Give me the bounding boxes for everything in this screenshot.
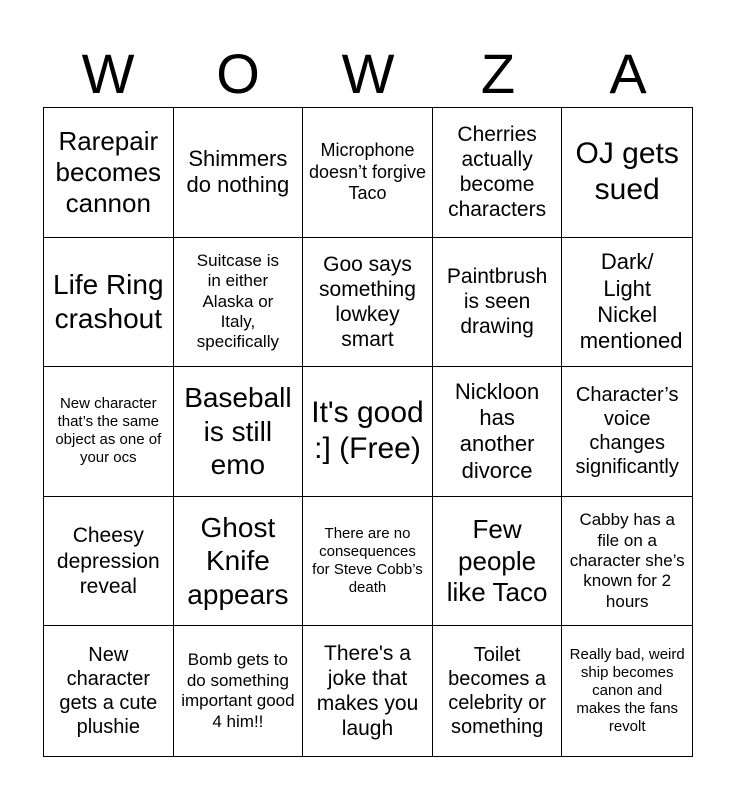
cell-text: Nickloon has another divorce <box>454 378 540 483</box>
cell-text: Cheesy depression reveal <box>56 524 160 598</box>
bingo-cell[interactable] <box>303 367 433 497</box>
header-letter-w1: W <box>81 42 135 105</box>
cell-text: Rarepair becomes cannon <box>55 125 162 218</box>
cell-text: Ghost Knife appears <box>187 511 289 610</box>
bingo-cell[interactable] <box>562 367 692 497</box>
cell-text: Life Ring crashout <box>53 269 164 334</box>
cell-text: There's a joke that makes you laugh <box>316 641 419 741</box>
cell-text: Bomb gets to do something important good 4 him!! <box>181 650 295 731</box>
bingo-cell[interactable] <box>44 108 174 238</box>
cell-text: There are no consequences for Steve Cobb’s death <box>312 525 423 597</box>
bingo-cell[interactable] <box>174 626 304 756</box>
header-letter-w2: W <box>341 42 395 105</box>
bingo-cell[interactable] <box>562 497 692 627</box>
bingo-cell[interactable] <box>433 108 563 238</box>
bingo-board <box>43 107 693 757</box>
header-letter-a: A <box>609 42 647 105</box>
bingo-cell[interactable] <box>44 367 174 497</box>
header-letter-o: O <box>216 42 260 105</box>
bingo-cell[interactable] <box>44 497 174 627</box>
cell-text: Character’s voice changes significantly <box>575 384 679 479</box>
cell-text: It's good :] (Free) <box>311 396 424 466</box>
cell-text: Baseball is still emo <box>184 382 292 481</box>
cell-text: New character that’s the same object as one of your ocs <box>55 395 162 467</box>
bingo-cell[interactable] <box>174 108 304 238</box>
bingo-cell[interactable] <box>303 497 433 627</box>
bingo-cell[interactable] <box>303 626 433 756</box>
bingo-cell[interactable] <box>562 626 692 756</box>
bingo-cell[interactable] <box>174 238 304 368</box>
bingo-cell[interactable] <box>433 238 563 368</box>
bingo-cell[interactable] <box>44 626 174 756</box>
cell-text: OJ gets sued <box>575 137 679 207</box>
bingo-cell[interactable] <box>562 238 692 368</box>
bingo-cell[interactable] <box>303 108 433 238</box>
cell-text: Goo says something lowkey smart <box>319 252 416 352</box>
header-letter-z: Z <box>480 42 516 105</box>
cell-text: Toilet becomes a celebrity or something <box>448 644 547 739</box>
cell-text: Cherries actually become characters <box>448 122 547 222</box>
cell-text: Dark/ Light Nickel mentioned <box>579 249 683 354</box>
bingo-cell[interactable] <box>303 238 433 368</box>
cell-text: Shimmers do nothing <box>186 145 290 198</box>
bingo-cell[interactable] <box>433 367 563 497</box>
cell-text: New character gets a cute plushie <box>59 644 158 739</box>
cell-text: Really bad, weird ship becomes canon and makes the fans revolt <box>569 646 685 736</box>
bingo-cell[interactable] <box>433 497 563 627</box>
bingo-cell[interactable] <box>44 238 174 368</box>
bingo-cell[interactable] <box>433 626 563 756</box>
cell-text: Few people like Taco <box>446 514 548 607</box>
bingo-cell[interactable] <box>174 497 304 627</box>
bingo-cell[interactable] <box>562 108 692 238</box>
cell-text: Paintbrush is seen drawing <box>446 265 548 339</box>
bingo-cell[interactable] <box>174 367 304 497</box>
cell-text: Suitcase is in either Alaska or Italy, specifically <box>196 250 279 352</box>
cell-text: Microphone doesn’t forgive Taco <box>308 139 427 204</box>
bingo-header <box>43 40 693 108</box>
cell-text: Cabby has a file on a character she’s known for 2 hours <box>569 510 685 611</box>
